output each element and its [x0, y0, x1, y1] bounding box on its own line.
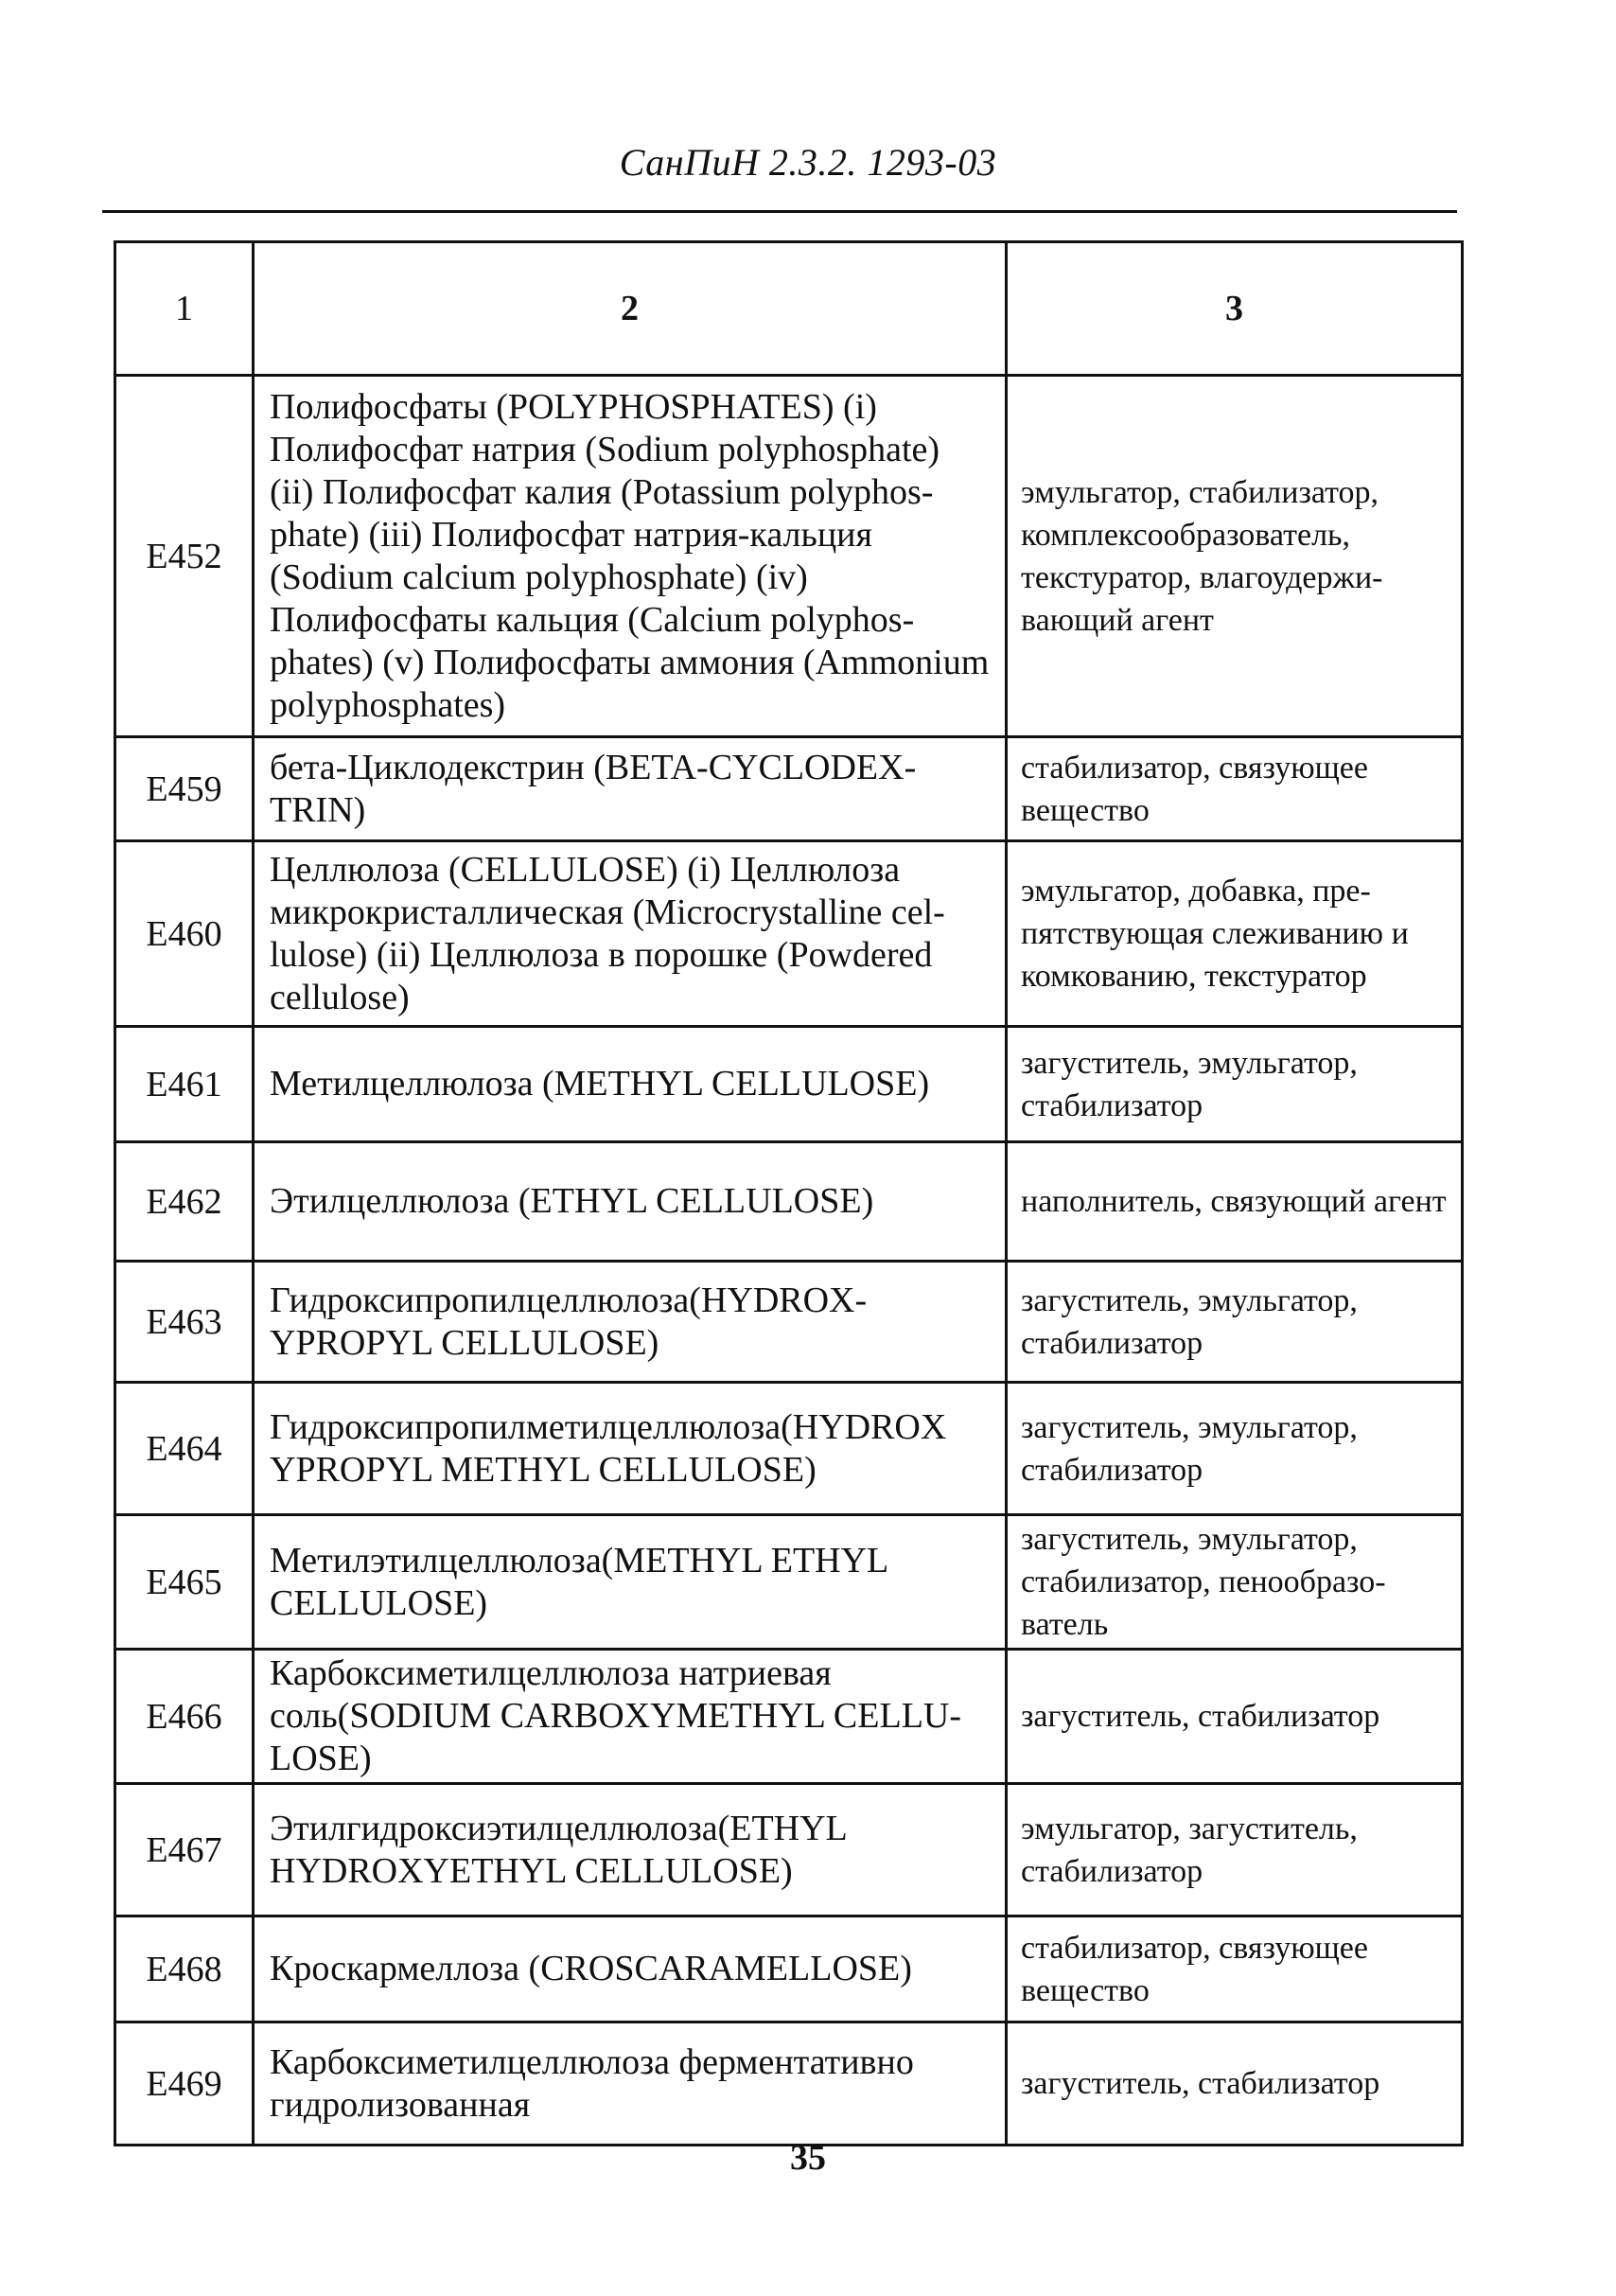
additive-function: загуститель, стабилизатор [1007, 2022, 1463, 2146]
page-number: 35 [790, 2138, 826, 2178]
additive-function: эмульгатор, стабилизатор, комплексообразователь, текстуратор, влагоудержи-вающий агент [1007, 376, 1463, 737]
column-header-1: 1 [115, 242, 254, 376]
additive-code: E467 [115, 1784, 254, 1916]
additive-function: загуститель, стабилизатор [1007, 1650, 1463, 1784]
table-row [115, 1027, 1463, 1142]
table-row [115, 376, 1463, 737]
additive-name: Этилгидроксиэтилцеллюлоза(ETHYL HYDROXYETHYL CELLULOSE) [254, 1784, 1007, 1916]
table-row [115, 1383, 1463, 1515]
header-divider [102, 210, 1457, 213]
additive-function: стабилизатор, связующее вещество [1007, 1916, 1463, 2022]
additive-name: Этилцеллюлоза (ETHYL CELLULOSE) [254, 1142, 1007, 1262]
additive-code: E459 [115, 737, 254, 841]
additive-name: Гидроксипропилметилцеллюлоза(HYDROX YPROPYL METHYL CELLULOSE) [254, 1383, 1007, 1515]
additive-name: Метилэтилцеллюлоза(METHYL ETHYL CELLULOSE) [254, 1515, 1007, 1650]
additive-code: E465 [115, 1515, 254, 1650]
additive-code: E461 [115, 1027, 254, 1142]
additive-code: E463 [115, 1262, 254, 1383]
additive-name: Целлюлоза (CELLULOSE) (i) Целлюлоза микрокристаллическая (Microcrystalline cel-lulose) (ii) Целлюлоза в порошке (Powdered cellulose) [254, 841, 1007, 1027]
table-row [115, 2022, 1463, 2146]
table-row [115, 1650, 1463, 1784]
additive-function: эмульгатор, загуститель, стабилизатор [1007, 1784, 1463, 1916]
additive-code: E464 [115, 1383, 254, 1515]
additives-table [114, 240, 1464, 2146]
table-header-row [115, 242, 1463, 376]
table-row [115, 1262, 1463, 1383]
additive-function: стабилизатор, связующее вещество [1007, 737, 1463, 841]
additive-function: загуститель, эмульгатор, стабилизатор [1007, 1262, 1463, 1383]
table-row [115, 1515, 1463, 1650]
additive-function: наполнитель, связующий агент [1007, 1142, 1463, 1262]
additive-name: Полифосфаты (POLYPHOSPHATES) (i) Полифосфат натрия (Sodium polyphosphate) (ii) Полифосфат калия (Potassium polyphos-phate) (iii) Полифосфат натрия-кальция (Sodium calcium polyphosphate) (iv) Полифосфаты кальция (Calcium polyphos-phates) (v) Полифосфаты аммония (Ammonium polyphosphates) [254, 376, 1007, 737]
additive-code: E468 [115, 1916, 254, 2022]
additive-code: E460 [115, 841, 254, 1027]
column-header-3: 3 [1007, 242, 1463, 376]
additive-name: Кроскармеллоза (CROSCARAMELLOSE) [254, 1916, 1007, 2022]
page-header-title: СанПиН 2.3.2. 1293-03 [619, 141, 997, 184]
column-header-2: 2 [254, 242, 1007, 376]
additive-name: Карбоксиметилцеллюлоза ферментативно гидролизованная [254, 2022, 1007, 2146]
additive-code: E469 [115, 2022, 254, 2146]
table-row [115, 841, 1463, 1027]
additive-function: загуститель, эмульгатор, стабилизатор [1007, 1383, 1463, 1515]
additive-name: Карбоксиметилцеллюлоза натриевая соль(SODIUM CARBOXYMETHYL CELLU-LOSE) [254, 1650, 1007, 1784]
additive-function: эмульгатор, добавка, пре-пятствующая слеживанию и комкованию, текстуратор [1007, 841, 1463, 1027]
table-row [115, 1142, 1463, 1262]
additive-code: E462 [115, 1142, 254, 1262]
additive-name: бета-Циклодекстрин (BETA-CYCLODEX-TRIN) [254, 737, 1007, 841]
additive-name: Метилцеллюлоза (METHYL CELLULOSE) [254, 1027, 1007, 1142]
additive-name: Гидроксипропилцеллюлоза(HYDROX-YPROPYL CELLULOSE) [254, 1262, 1007, 1383]
table-row [115, 1916, 1463, 2022]
additive-code: E452 [115, 376, 254, 737]
additive-function: загуститель, эмульгатор, стабилизатор, пенообразо-ватель [1007, 1515, 1463, 1650]
table-row [115, 1784, 1463, 1916]
additive-code: E466 [115, 1650, 254, 1784]
additive-function: загуститель, эмульгатор, стабилизатор [1007, 1027, 1463, 1142]
table-row [115, 737, 1463, 841]
